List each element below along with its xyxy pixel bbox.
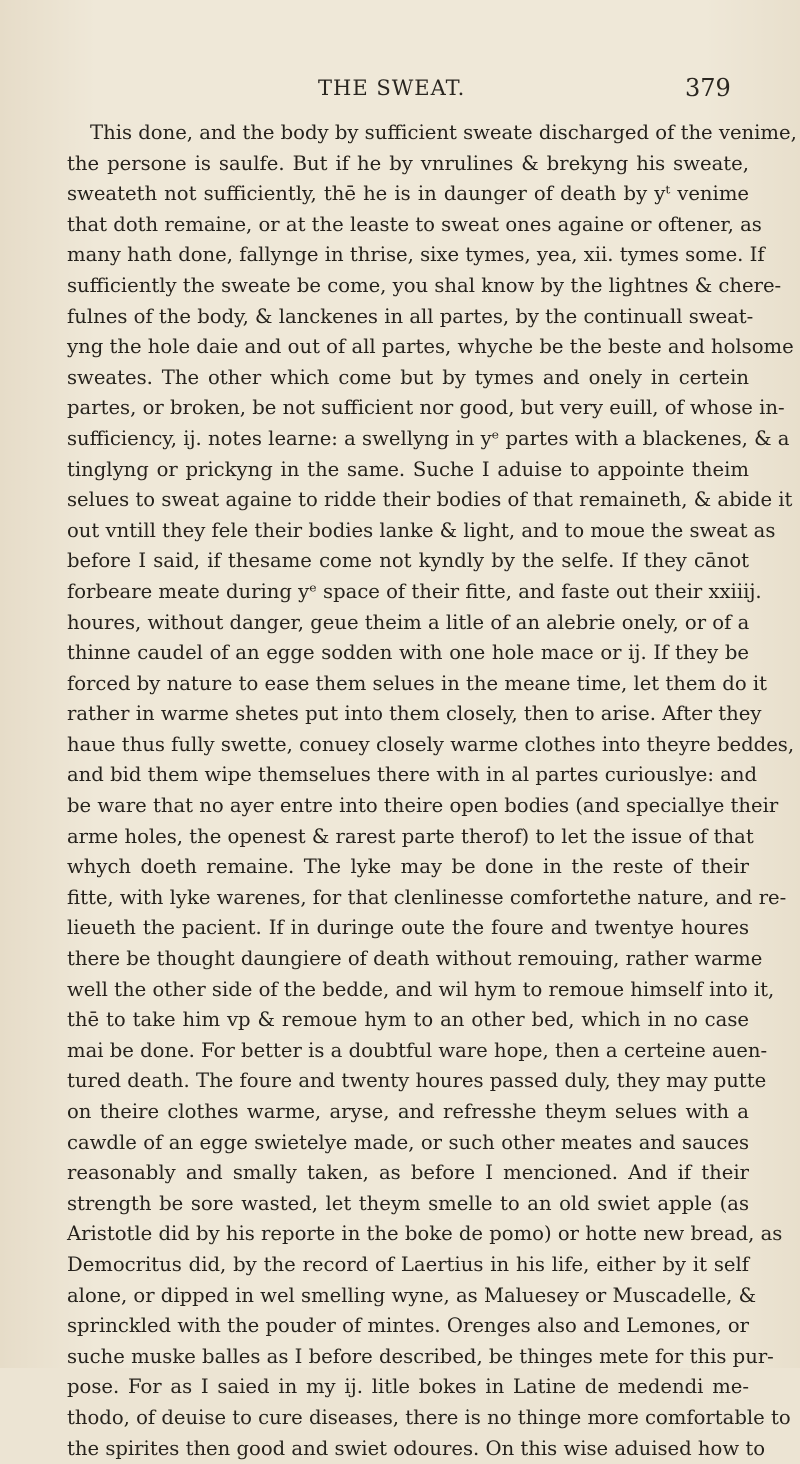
text-line: there be thought daungiere of death without remouing, rather warme <box>67 947 763 971</box>
text-line: thodo, of deuise to cure diseases, there is no thinge more comfortable to <box>67 1405 791 1429</box>
running-head <box>0 76 800 106</box>
text-line: mai be done. For better is a doubtful ware hope, then a certeine auen- <box>67 1038 768 1062</box>
text-line: the spirites then good and swiet odoures. On this wise aduised how to <box>67 1436 765 1460</box>
text-line: selues to sweat againe to ridde their bodies of that remaineth, & abide it <box>67 488 793 512</box>
text-line: pose. For as I saied in my ij. litle bokes in Latine de medendi me- <box>67 1375 749 1399</box>
text-line: the persone is saulfe. But if he by vnrulines & brekyng his sweate, <box>67 151 749 175</box>
text-line: that doth remaine, or at the leaste to sweat ones againe or oftener, as <box>67 212 762 236</box>
text-line: tured death. The foure and twenty houres passed duly, they may putte <box>67 1069 767 1093</box>
text-line: alone, or dipped in wel smelling wyne, as Maluesey or Muscadelle, & <box>67 1283 757 1307</box>
text-line: This done, and the body by sufficient sweate discharged of the venime, <box>90 121 797 144</box>
page-number: 379 <box>685 74 731 102</box>
text-line: forced by nature to ease them selues in the meane time, let them do it <box>67 671 768 695</box>
running-title: THE SWEAT. <box>318 76 466 100</box>
text-line: and bid them wipe themselues there with in al partes curiouslye: and <box>67 763 758 787</box>
text-line: reasonably and smally taken, as before I mencioned. And if their <box>67 1161 749 1185</box>
text-line: many hath done, fallynge in thrise, sixe tymes, yea, xii. tymes some. If <box>67 243 765 267</box>
text-line: sweateth not sufficiently, thē he is in daunger of death by yᵗ venime <box>67 182 749 206</box>
text-line: whych doeth remaine. The lyke may be done in the reste of their <box>67 855 749 879</box>
text-line: sprinckled with the pouder of mintes. Orenges also and Lemones, or <box>67 1314 749 1338</box>
text-line: out vntill they fele their bodies lanke & light, and to moue the sweat as <box>67 518 776 542</box>
text-line: well the other side of the bedde, and wil hym to remoue himself into it, <box>67 977 775 1001</box>
text-line: be ware that no ayer entre into theire open bodies (and speciallye their <box>67 794 779 818</box>
text-line: tinglyng or prickyng in the same. Suche I aduise to appointe theim <box>67 457 749 481</box>
text-line: suche muske balles as I before described, be thinges mete for this pur- <box>67 1344 774 1368</box>
text-line: partes, or broken, be not sufficient nor good, but very euill, of whose in- <box>67 396 785 420</box>
text-line: houres, without danger, geue theim a litle of an alebrie onely, or of a <box>67 610 750 634</box>
text-line: cawdle of an egge swietelye made, or such other meates and sauces <box>67 1130 749 1154</box>
text-line: forbeare meate during yᵉ space of their fitte, and faste out their xxiiij. <box>67 579 762 603</box>
body-text <box>67 118 797 1464</box>
text-line: fitte, with lyke warenes, for that clenlinesse comfortethe nature, and re- <box>67 885 787 909</box>
text-line: before I said, if thesame come not kyndly by the selfe. If they cānot <box>67 549 749 573</box>
text-line: rather in warme shetes put into them closely, then to arise. After they <box>67 702 762 726</box>
text-line: thinne caudel of an egge sodden with one hole mace or ij. If they be <box>67 641 749 665</box>
text-line: sweates. The other which come but by tymes and onely in certein <box>67 365 749 389</box>
text-line: arme holes, the openest & rarest parte therof) to let the issue of that <box>67 824 754 848</box>
text-line: thē to take him vp & remoue hym to an other bed, which in no case <box>67 1008 749 1032</box>
text-line: Democritus did, by the record of Laertius in his life, either by it self <box>67 1252 749 1276</box>
text-line: haue thus fully swette, conuey closely warme clothes into theyre beddes, <box>67 732 795 756</box>
text-line: sufficiency, ij. notes learne: a swellyng in yᵉ partes with a blackenes, & a <box>67 426 790 450</box>
text-line: Aristotle did by his reporte in the boke de pomo) or hotte new bread, as <box>67 1222 783 1246</box>
text-line: lieueth the pacient. If in duringe oute the foure and twentye houres <box>67 916 749 940</box>
text-line: fulnes of the body, & lanckenes in all partes, by the continuall sweat- <box>67 304 754 328</box>
text-line: on theire clothes warme, aryse, and refresshe theym selues with a <box>67 1100 749 1123</box>
text-line: sufficiently the sweate be come, you shal know by the lightnes & chere- <box>67 273 782 297</box>
text-line: strength be sore wasted, let theym smelle to an old swiet apple (as <box>67 1191 749 1215</box>
text-line: yng the hole daie and out of all partes, whyche be the beste and holsome <box>67 335 794 359</box>
